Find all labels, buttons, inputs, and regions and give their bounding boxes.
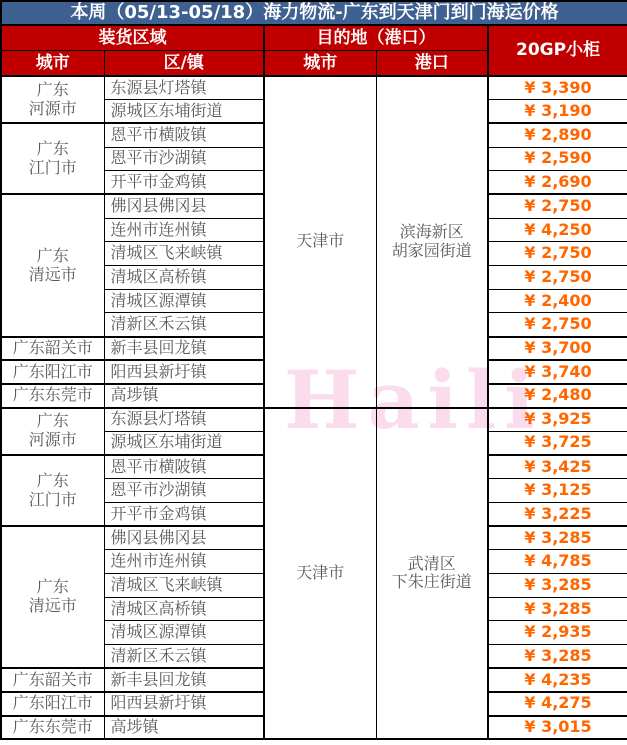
city-cell [1, 337, 104, 361]
city-line: 广东阳江市 [12, 693, 93, 713]
price-cell: ¥ 2,750 [488, 313, 627, 337]
watermark: Haili [284, 353, 543, 447]
city-line: 广东 [36, 470, 69, 490]
price-cell: ¥ 2,400 [488, 289, 627, 313]
district-cell: 新丰县回龙镇 [104, 668, 264, 692]
district-cell: 清城区源潭镇 [104, 289, 264, 313]
city-cell [1, 526, 104, 668]
port-line: 胡家园街道 [391, 240, 472, 260]
price-cell: ¥ 2,480 [488, 384, 627, 408]
header-loading-area: 装货区域 [1, 25, 264, 50]
district-cell: 高埗镇 [104, 716, 264, 740]
price-cell: ¥ 3,225 [488, 502, 627, 526]
price-cell: ¥ 2,750 [488, 266, 627, 290]
district-cell: 佛冈县佛冈县 [104, 194, 264, 218]
city-cell [1, 455, 104, 526]
city-cell [1, 668, 104, 692]
price-cell: ¥ 3,390 [488, 76, 627, 100]
price-cell: ¥ 3,725 [488, 431, 627, 455]
price-cell: ¥ 2,750 [488, 194, 627, 218]
district-cell: 连州市连州镇 [104, 550, 264, 574]
price-cell: ¥ 3,740 [488, 360, 627, 384]
district-cell: 新丰县回龙镇 [104, 337, 264, 361]
district-cell: 恩平市沙湖镇 [104, 147, 264, 171]
city-cell [1, 384, 104, 408]
district-cell: 高埗镇 [104, 384, 264, 408]
city-line: 广东 [36, 79, 69, 99]
header-group-row [1, 25, 627, 50]
city-line: 清远市 [28, 264, 77, 284]
price-cell: ¥ 2,750 [488, 242, 627, 266]
city-cell [1, 408, 104, 455]
district-cell: 阳西县新圩镇 [104, 360, 264, 384]
district-cell: 东源县灯塔镇 [104, 76, 264, 100]
district-cell: 源城区东埔街道 [104, 100, 264, 124]
city-line: 广东韶关市 [12, 337, 93, 357]
port-line: 武清区 [407, 553, 456, 573]
city-cell [1, 716, 104, 740]
city-line: 广东韶关市 [12, 669, 93, 689]
port-line: 下朱庄街道 [391, 572, 472, 592]
price-cell: ¥ 2,690 [488, 171, 627, 195]
district-cell: 阳西县新圩镇 [104, 692, 264, 716]
district-cell: 清城区高桥镇 [104, 266, 264, 290]
district-cell: 恩平市横陂镇 [104, 123, 264, 147]
city-line: 江门市 [28, 489, 77, 509]
header-port: 港口 [376, 50, 488, 76]
price-cell: ¥ 4,250 [488, 218, 627, 242]
price-cell: ¥ 3,190 [488, 100, 627, 124]
port-cell [376, 76, 488, 408]
title-row [1, 1, 627, 25]
price-cell: ¥ 3,925 [488, 408, 627, 432]
destination-city-cell: 天津市 [264, 408, 376, 740]
price-cell: ¥ 3,285 [488, 573, 627, 597]
city-cell [1, 194, 104, 336]
city-cell [1, 76, 104, 123]
table-row [1, 76, 627, 100]
header-city: 城市 [1, 50, 104, 76]
district-cell: 源城区东埔街道 [104, 431, 264, 455]
city-line: 河源市 [28, 98, 77, 118]
price-cell: ¥ 2,590 [488, 147, 627, 171]
district-cell: 清城区高桥镇 [104, 597, 264, 621]
city-line: 江门市 [28, 157, 77, 177]
city-line: 广东 [36, 411, 69, 431]
city-line: 广东东莞市 [12, 716, 93, 736]
price-cell: ¥ 3,700 [488, 337, 627, 361]
city-cell [1, 692, 104, 716]
city-line: 清远市 [28, 596, 77, 616]
district-cell: 东源县灯塔镇 [104, 408, 264, 432]
price-cell: ¥ 2,890 [488, 123, 627, 147]
price-cell: ¥ 4,785 [488, 550, 627, 574]
price-cell: ¥ 4,275 [488, 692, 627, 716]
header-destination-group: 目的地（港口） [264, 25, 488, 50]
city-line: 广东 [36, 577, 69, 597]
district-cell: 恩平市沙湖镇 [104, 479, 264, 503]
district-cell: 佛冈县佛冈县 [104, 526, 264, 550]
district-cell: 清城区源潭镇 [104, 621, 264, 645]
district-cell: 清新区禾云镇 [104, 313, 264, 337]
city-cell [1, 360, 104, 384]
district-cell: 恩平市横陂镇 [104, 455, 264, 479]
price-cell: ¥ 4,235 [488, 668, 627, 692]
price-cell: ¥ 3,285 [488, 526, 627, 550]
header-dest-city: 城市 [264, 50, 376, 76]
district-cell: 连州市连州镇 [104, 218, 264, 242]
city-line: 广东 [36, 139, 69, 159]
destination-city-cell: 天津市 [264, 76, 376, 408]
city-line: 河源市 [28, 430, 77, 450]
district-cell: 清城区飞来峡镇 [104, 573, 264, 597]
port-cell [376, 408, 488, 740]
table-row [1, 408, 627, 432]
price-cell: ¥ 3,425 [488, 455, 627, 479]
page-title: 本周（05/13-05/18）海力物流-广东到天津门到门海运价格 [1, 1, 627, 25]
district-cell: 开平市金鸡镇 [104, 502, 264, 526]
district-cell: 清新区禾云镇 [104, 645, 264, 669]
district-cell: 清城区飞来峡镇 [104, 242, 264, 266]
port-line: 滨海新区 [399, 221, 464, 241]
price-cell: ¥ 2,935 [488, 621, 627, 645]
header-container-type: 20GP小柜 [488, 25, 627, 76]
table-body [1, 76, 627, 739]
price-cell: ¥ 3,015 [488, 716, 627, 740]
district-cell: 开平市金鸡镇 [104, 171, 264, 195]
table-header [1, 1, 627, 76]
city-line: 广东阳江市 [12, 361, 93, 381]
city-line: 广东 [36, 245, 69, 265]
city-cell [1, 123, 104, 194]
header-district: 区/镇 [104, 50, 264, 76]
price-cell: ¥ 3,285 [488, 597, 627, 621]
price-cell: ¥ 3,285 [488, 645, 627, 669]
price-cell: ¥ 3,125 [488, 479, 627, 503]
city-line: 广东东莞市 [12, 385, 93, 405]
